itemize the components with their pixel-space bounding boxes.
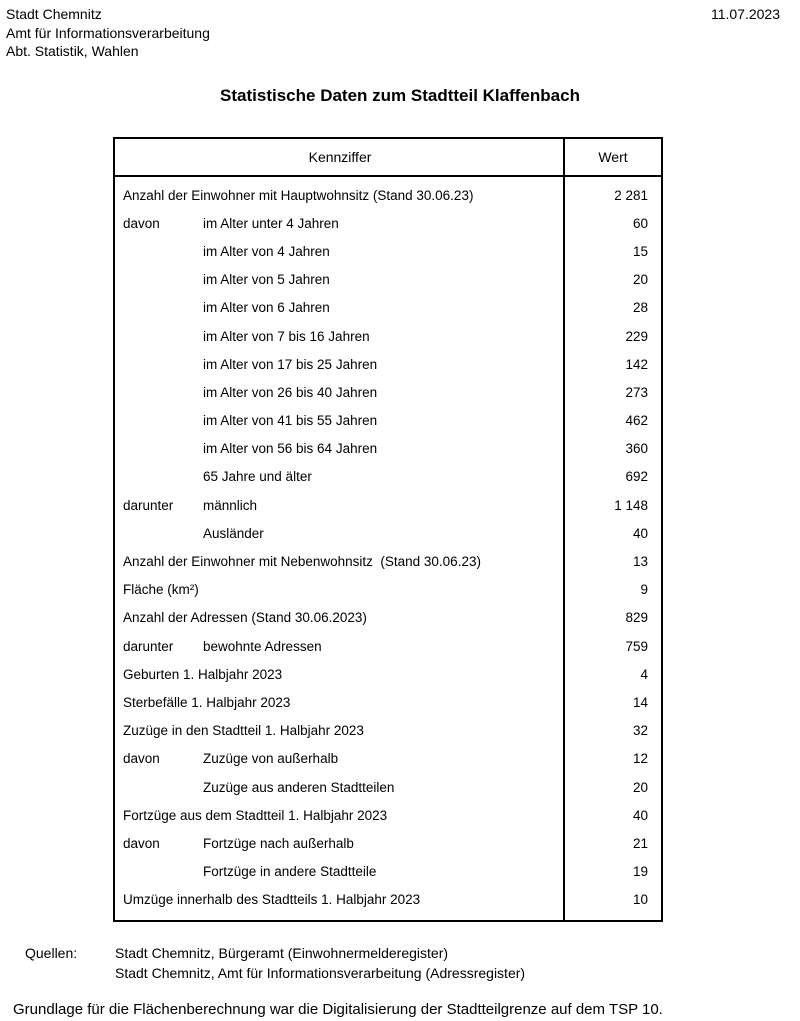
- stats-table: [113, 137, 663, 922]
- row-label: im Alter von 17 bis 25 Jahren: [203, 356, 378, 372]
- row-value: 1 148: [614, 497, 648, 513]
- table-row: [115, 773, 661, 801]
- row-value: 462: [625, 413, 648, 429]
- row-label: im Alter von 5 Jahren: [203, 272, 330, 288]
- row-prefix: darunter: [123, 497, 174, 513]
- org-line-department: Abt. Statistik, Wahlen: [6, 43, 139, 59]
- row-value: 273: [625, 384, 648, 400]
- row-label: Anzahl der Einwohner mit Hauptwohnsitz (Stand 30.06.23): [123, 187, 474, 203]
- table-row: [115, 745, 661, 773]
- table-row: [115, 491, 661, 519]
- column-header-wert: Wert: [598, 149, 628, 165]
- row-kennziffer-cell: [115, 244, 565, 259]
- table-row: [115, 829, 661, 857]
- row-kennziffer-cell: [115, 498, 565, 513]
- row-value: 13: [632, 554, 648, 570]
- row-kennziffer-cell: [115, 413, 565, 428]
- table-row: [115, 209, 661, 237]
- page-title: Statistische Daten zum Stadtteil Klaffenbach: [220, 86, 580, 105]
- row-value: 4: [640, 666, 648, 682]
- row-value: 692: [625, 469, 648, 485]
- row-kennziffer-cell: [115, 780, 565, 795]
- row-kennziffer-cell: [115, 723, 565, 738]
- table-row: [115, 181, 661, 209]
- row-label: Zuzüge in den Stadtteil 1. Halbjahr 2023: [123, 723, 364, 739]
- row-kennziffer-cell: [115, 836, 565, 851]
- row-kennziffer-cell: [115, 526, 565, 541]
- row-kennziffer-cell: [115, 808, 565, 823]
- table-row: [115, 576, 661, 604]
- row-label: Zuzüge aus anderen Stadtteilen: [203, 779, 395, 795]
- row-kennziffer-cell: [115, 864, 565, 879]
- row-label: männlich: [203, 497, 258, 513]
- row-kennziffer-cell: [115, 695, 565, 710]
- row-value: 360: [625, 441, 648, 457]
- table-row: [115, 801, 661, 829]
- table-row: [115, 688, 661, 716]
- row-kennziffer-cell: [115, 582, 565, 597]
- table-row: [115, 407, 661, 435]
- row-label: 65 Jahre und älter: [203, 469, 312, 485]
- row-value: 15: [632, 243, 648, 259]
- row-label: Anzahl der Einwohner mit Nebenwohnsitz (Stand 30.06.23): [123, 554, 481, 570]
- row-label: Fläche (km²): [123, 582, 199, 598]
- table-row: [115, 463, 661, 491]
- row-kennziffer-cell: [115, 469, 565, 484]
- row-kennziffer-cell: [115, 554, 565, 569]
- row-value: 829: [625, 610, 648, 626]
- row-label: Anzahl der Adressen (Stand 30.06.2023): [123, 610, 367, 626]
- table-row: [115, 519, 661, 547]
- sources-list: [115, 943, 525, 983]
- row-prefix: davon: [123, 751, 160, 767]
- table-row: [115, 294, 661, 322]
- row-label: Sterbefälle 1. Halbjahr 2023: [123, 694, 291, 710]
- org-line-city: Stadt Chemnitz: [6, 6, 102, 22]
- column-divider: [563, 139, 565, 920]
- table-row: [115, 350, 661, 378]
- table-row: [115, 632, 661, 660]
- row-kennziffer-cell: [115, 329, 565, 344]
- row-prefix: davon: [123, 215, 160, 231]
- footer-sources: [25, 943, 525, 983]
- row-value: 20: [632, 272, 648, 288]
- row-kennziffer-cell: [115, 216, 565, 231]
- row-value: 759: [625, 638, 648, 654]
- row-value: 40: [632, 807, 648, 823]
- row-kennziffer-cell: [115, 188, 565, 203]
- table-body: [115, 177, 661, 914]
- row-kennziffer-cell: [115, 272, 565, 287]
- table-row: [115, 435, 661, 463]
- row-value: 40: [632, 525, 648, 541]
- row-value: 32: [632, 723, 648, 739]
- row-label: im Alter von 6 Jahren: [203, 300, 330, 316]
- row-prefix: davon: [123, 835, 160, 851]
- column-header-kennziffer: Kennziffer: [308, 149, 372, 165]
- header-date: 11.07.2023: [710, 6, 780, 22]
- row-kennziffer-cell: [115, 751, 565, 766]
- header-org-block: [6, 5, 210, 61]
- table-row: [115, 378, 661, 406]
- table-row: [115, 237, 661, 265]
- row-label: Fortzüge aus dem Stadtteil 1. Halbjahr 2023: [123, 807, 388, 823]
- row-label: Fortzüge nach außerhalb: [203, 835, 354, 851]
- row-kennziffer-cell: [115, 300, 565, 315]
- row-label: Zuzüge von außerhalb: [203, 751, 339, 767]
- row-value: 21: [632, 835, 648, 851]
- sources-label: Quellen:: [25, 945, 78, 961]
- row-value: 14: [632, 694, 648, 710]
- row-value: 20: [632, 779, 648, 795]
- row-value: 19: [632, 864, 648, 880]
- row-kennziffer-cell: [115, 441, 565, 456]
- area-note: Grundlage für die Flächenberechnung war die Digitalisierung der Stadtteilgrenze auf dem TSP 10.: [13, 1001, 663, 1018]
- table-row: [115, 322, 661, 350]
- row-label: Geburten 1. Halbjahr 2023: [123, 666, 283, 682]
- table-row: [115, 266, 661, 294]
- row-label: bewohnte Adressen: [203, 638, 322, 654]
- table-row: [115, 547, 661, 575]
- row-label: im Alter von 41 bis 55 Jahren: [203, 413, 378, 429]
- row-value: 10: [632, 892, 648, 908]
- row-value: 60: [632, 215, 648, 231]
- table-row: [115, 660, 661, 688]
- row-kennziffer-cell: [115, 610, 565, 625]
- table-row: [115, 717, 661, 745]
- row-kennziffer-cell: [115, 385, 565, 400]
- row-kennziffer-cell: [115, 892, 565, 907]
- row-label: im Alter von 4 Jahren: [203, 243, 330, 259]
- row-kennziffer-cell: [115, 667, 565, 682]
- row-kennziffer-cell: [115, 357, 565, 372]
- source-line: Stadt Chemnitz, Bürgeramt (Einwohnermelderegister): [115, 945, 449, 961]
- row-label: im Alter unter 4 Jahren: [203, 215, 339, 231]
- row-label: im Alter von 56 bis 64 Jahren: [203, 441, 378, 457]
- row-value: 12: [632, 751, 648, 767]
- row-label: Fortzüge in andere Stadtteile: [203, 864, 377, 880]
- row-prefix: darunter: [123, 638, 174, 654]
- table-row: [115, 886, 661, 914]
- row-label: im Alter von 7 bis 16 Jahren: [203, 328, 370, 344]
- table-row: [115, 604, 661, 632]
- table-row: [115, 858, 661, 886]
- table-header-row: [115, 139, 661, 177]
- row-value: 2 281: [614, 187, 648, 203]
- org-line-office: Amt für Informationsverarbeitung: [6, 24, 210, 41]
- row-value: 28: [632, 300, 648, 316]
- row-label: Umzüge innerhalb des Stadtteils 1. Halbjahr 2023: [123, 892, 421, 908]
- row-value: 229: [625, 328, 648, 344]
- row-value: 9: [640, 582, 648, 598]
- row-value: 142: [625, 356, 648, 372]
- row-label: Ausländer: [203, 525, 264, 541]
- source-line: Stadt Chemnitz, Amt für Informationsverarbeitung (Adressregister): [115, 965, 526, 981]
- row-kennziffer-cell: [115, 639, 565, 654]
- row-label: im Alter von 26 bis 40 Jahren: [203, 384, 378, 400]
